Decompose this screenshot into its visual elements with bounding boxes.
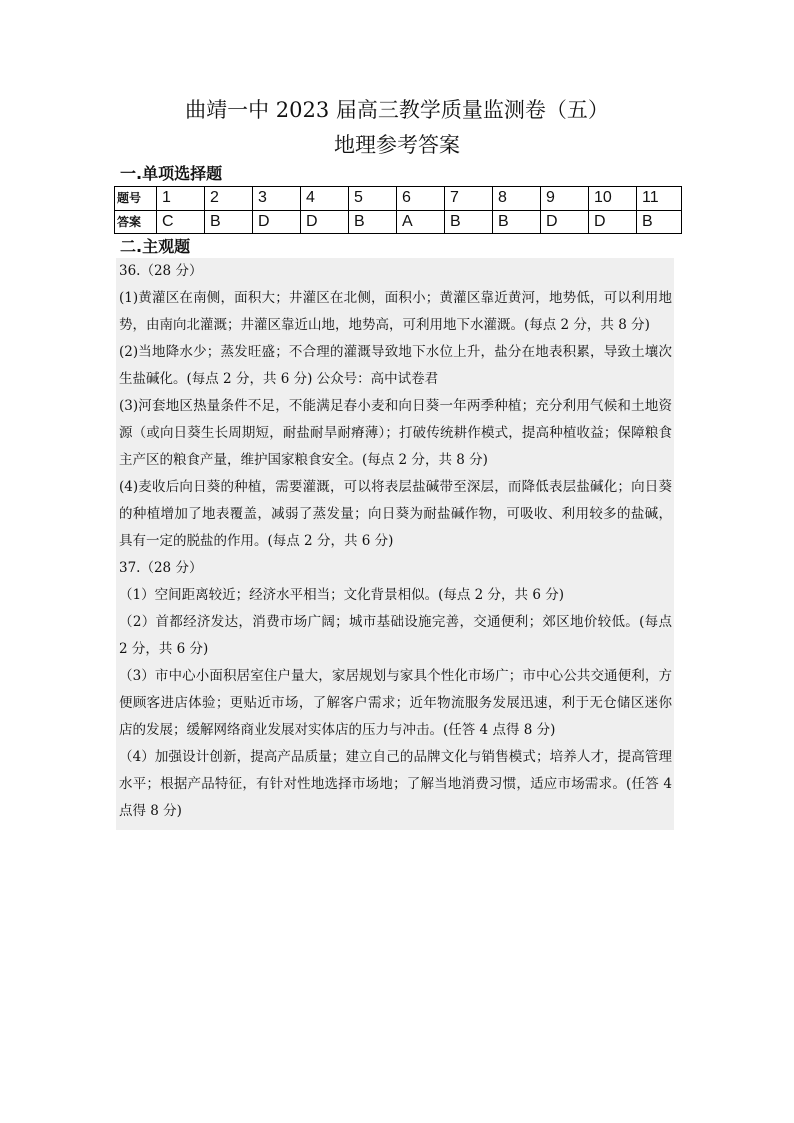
answer-cell: D bbox=[589, 210, 637, 234]
answer-37-2: （2）首都经济发达，消费市场广阔；城市基础设施完善，交通便利；郊区地价较低。(每点 2 分，共 6 分) bbox=[119, 614, 672, 657]
answer-cell: B bbox=[493, 210, 541, 234]
question-number-cell: 5 bbox=[349, 187, 397, 211]
question-36-header: 36.（28 分） bbox=[119, 263, 203, 279]
question-number-row bbox=[115, 187, 682, 211]
row-label-answer: 答案 bbox=[115, 210, 157, 234]
question-number-cell: 4 bbox=[301, 187, 349, 211]
answer-cell: D bbox=[253, 210, 301, 234]
document-subtitle: 地理参考答案 bbox=[334, 133, 460, 157]
question-number-cell: 11 bbox=[637, 187, 682, 211]
section-heading-choice: 一.单项选择题 bbox=[120, 164, 223, 183]
subjective-answers-panel bbox=[116, 258, 674, 830]
answer-cell: A bbox=[397, 210, 445, 234]
answer-cell: C bbox=[157, 210, 205, 234]
question-number-cell: 6 bbox=[397, 187, 445, 211]
row-label-question-number: 题号 bbox=[115, 187, 157, 211]
question-number-cell: 1 bbox=[157, 187, 205, 211]
answer-36-1: (1)黄灌区在南侧，面积大；井灌区在北侧，面积小；黄灌区靠近黄河，地势低，可以利用地势，由南向北灌溉；井灌区靠近山地，地势高，可利用地下水灌溉。(每点 2 分，共 8 分) bbox=[119, 290, 672, 333]
section-heading-subjective: 二.主观题 bbox=[120, 237, 191, 256]
answer-cell: D bbox=[541, 210, 589, 234]
answer-cell: B bbox=[349, 210, 397, 234]
answer-37-1: （1）空间距离较近；经济水平相当；文化背景相似。(每点 2 分，共 6 分) bbox=[119, 587, 564, 603]
answer-row bbox=[115, 210, 682, 234]
answer-cell: B bbox=[205, 210, 253, 234]
answer-36-4: (4)麦收后向日葵的种植，需要灌溉，可以将表层盐碱带至深层，而降低表层盐碱化；向日葵的种植增加了地表覆盖，减弱了蒸发量；向日葵为耐盐碱作物，可吸收、利用较多的盐碱，具有一定的脱盐的作用。(每点 2 分，共 6 分) bbox=[119, 479, 672, 549]
question-number-cell: 10 bbox=[589, 187, 637, 211]
question-number-cell: 8 bbox=[493, 187, 541, 211]
answer-36-3: (3)河套地区热量条件不足，不能满足春小麦和向日葵一年两季种植；充分利用气候和土地资源（或向日葵生长周期短，耐盐耐旱耐瘠薄）；打破传统耕作模式，提高种植收益；保障粮食主产区的粮食产量，维护国家粮食安全。(每点 2 分，共 8 分) bbox=[119, 398, 672, 468]
question-number-cell: 7 bbox=[445, 187, 493, 211]
answer-36-2: (2)当地降水少；蒸发旺盛；不合理的灌溉导致地下水位上升，盐分在地表积累，导致土壤次生盐碱化。(每点 2 分，共 6 分) 公众号：高中试卷君 bbox=[119, 344, 672, 387]
question-number-cell: 2 bbox=[205, 187, 253, 211]
answer-37-3: （3）市中心小面积居室住户量大，家居规划与家具个性化市场广；市中心公共交通便利，方便顾客进店体验；更贴近市场，了解客户需求；近年物流服务发展迅速，利于无仓储区迷你店的发展；缓解网络商业发展对实体店的压力与冲击。(任答 4 点得 8 分) bbox=[119, 668, 672, 738]
answer-key-table bbox=[114, 186, 682, 234]
answer-cell: D bbox=[301, 210, 349, 234]
document-title: 曲靖一中 2023 届高三教学质量监测卷（五） bbox=[185, 98, 609, 122]
answer-cell: B bbox=[445, 210, 493, 234]
answer-37-4: （4）加强设计创新，提高产品质量；建立自己的品牌文化与销售模式；培养人才，提高管理水平；根据产品特征，有针对性地选择市场地；了解当地消费习惯，适应市场需求。(任答 4 点得 8 分) bbox=[119, 749, 672, 819]
question-number-cell: 9 bbox=[541, 187, 589, 211]
question-number-cell: 3 bbox=[253, 187, 301, 211]
question-37-header: 37.（28 分） bbox=[119, 560, 203, 576]
answer-cell: B bbox=[637, 210, 682, 234]
